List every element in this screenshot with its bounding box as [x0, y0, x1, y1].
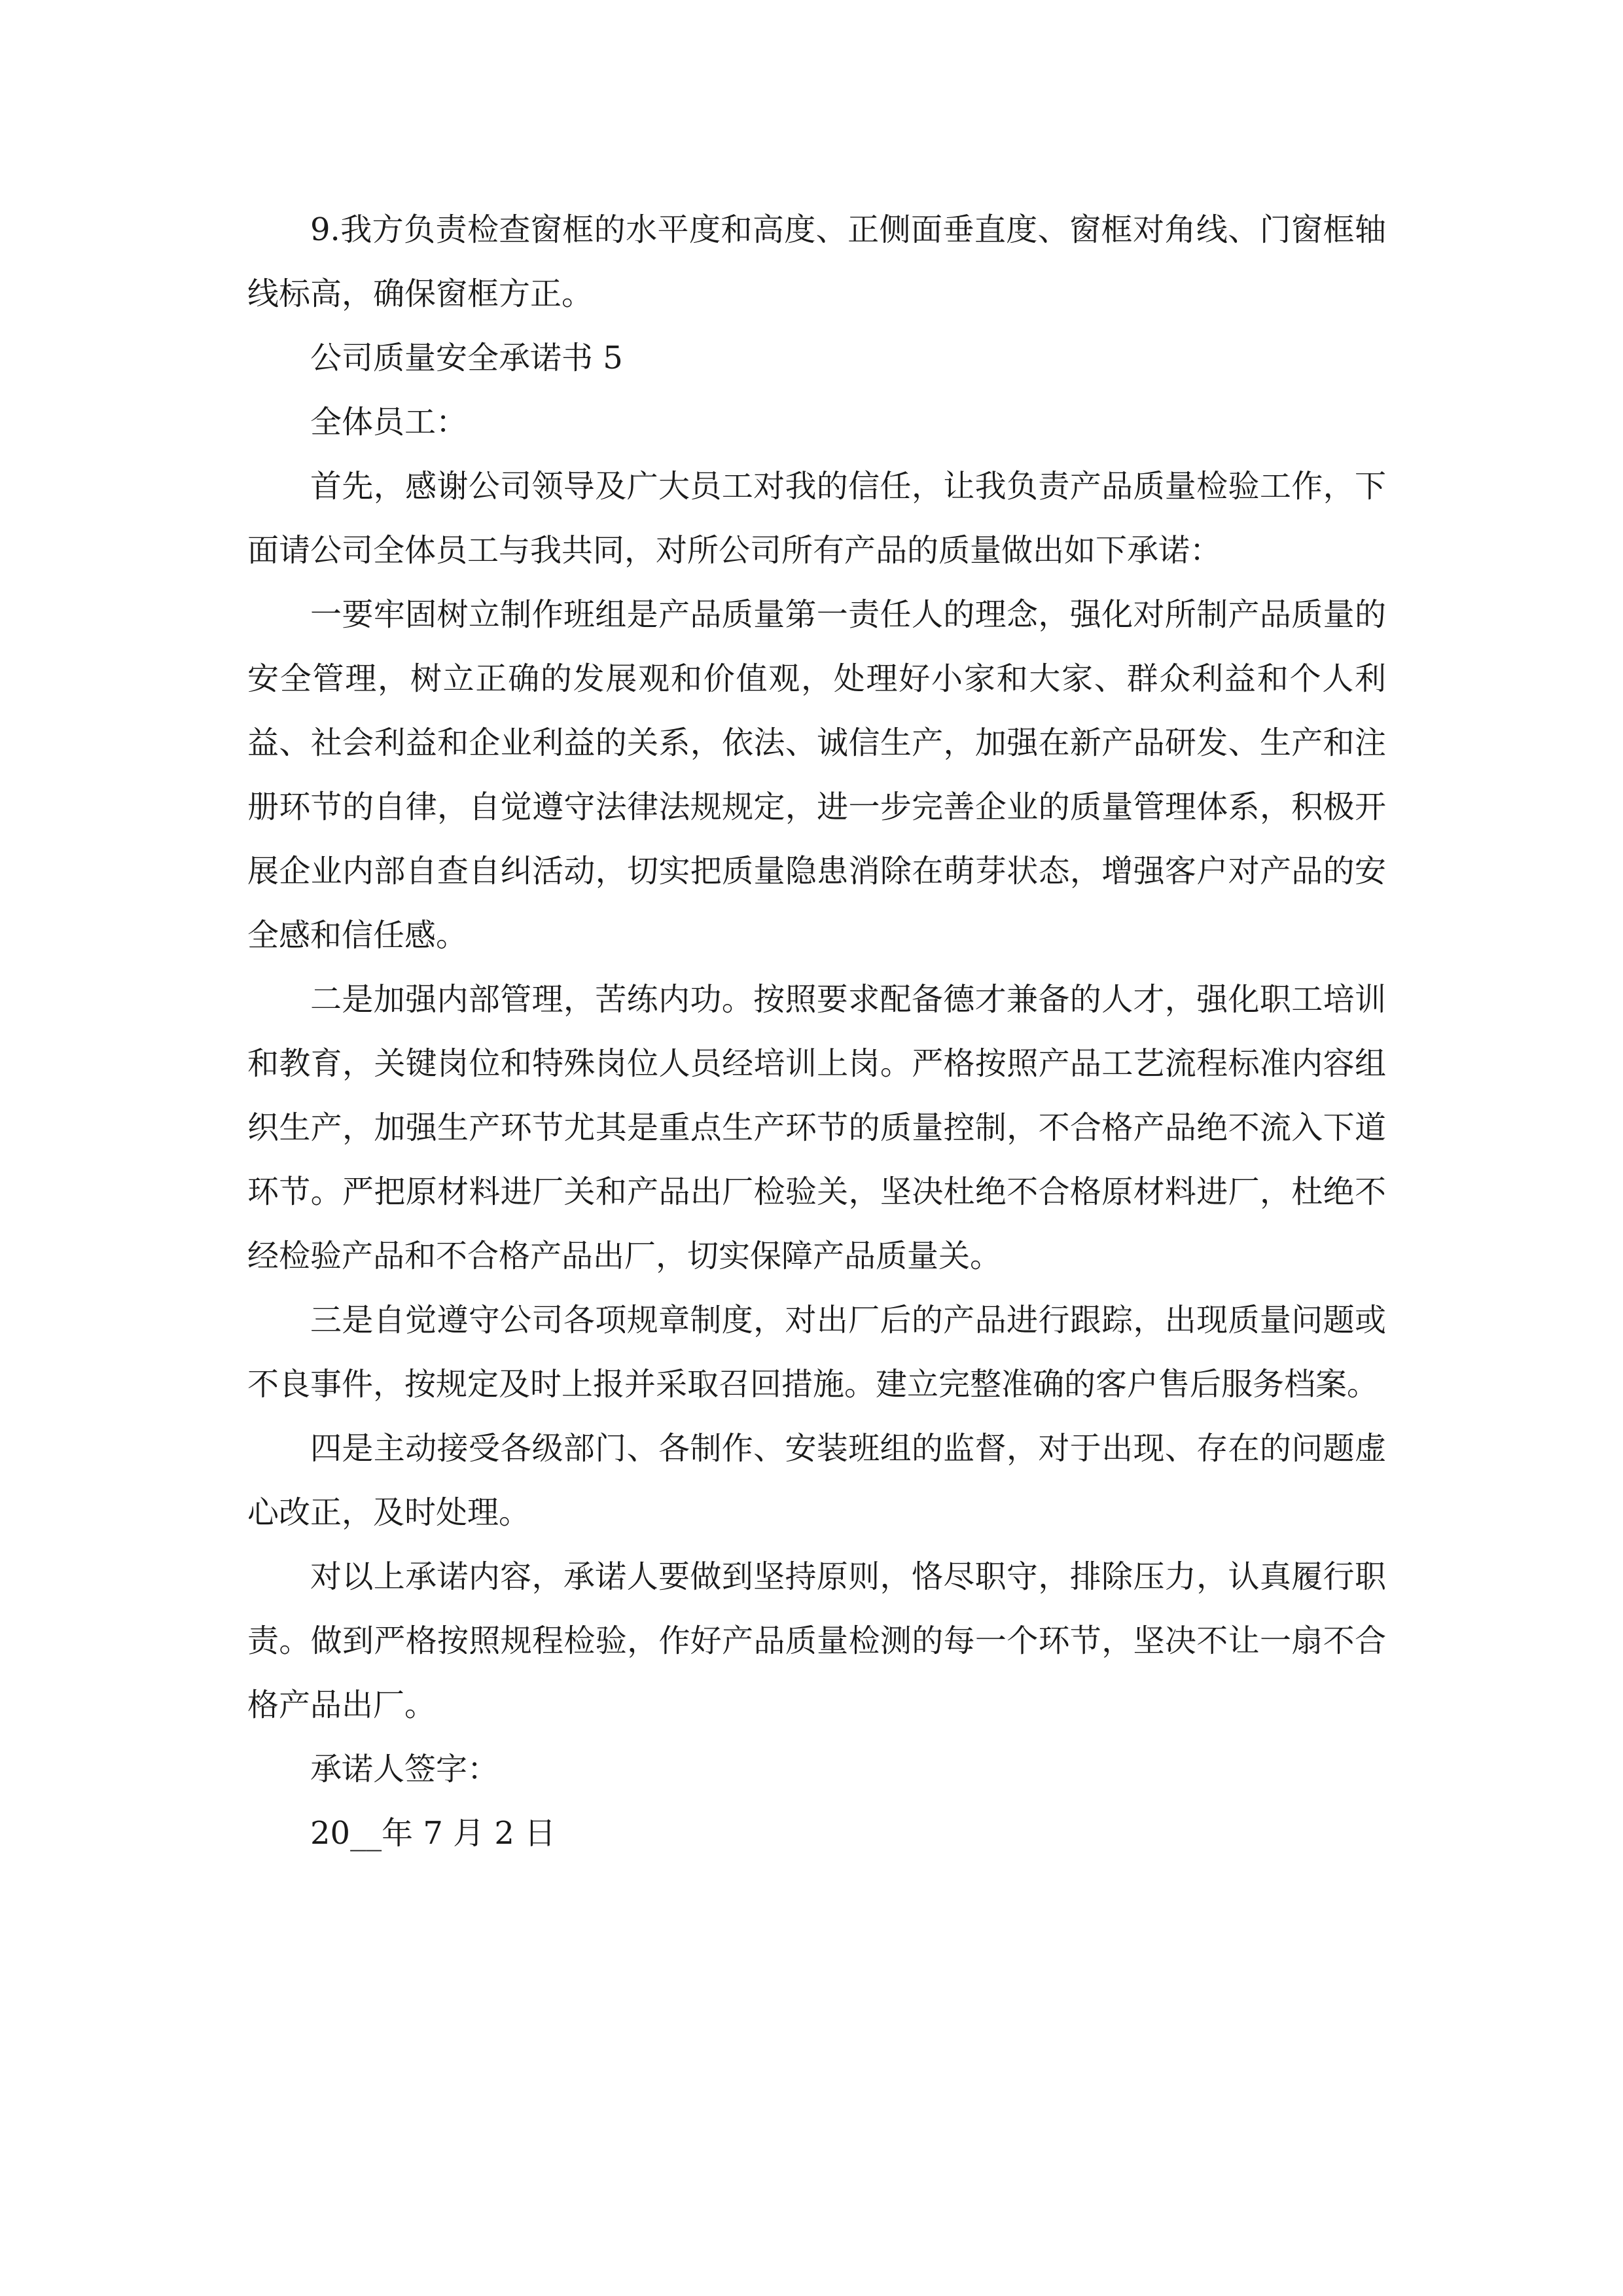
commitment-point-1: 一要牢固树立制作班组是产品质量第一责任人的理念，强化对所制产品质量的安全管理，树立正确的发展观和价值观，处理好小家和大家、群众利益和个人利益、社会利益和企业利益的关系，依法、诚信生产，加强在新产品研发、生产和注册环节的自律，自觉遵守法律法规规定，进一步完善企业的质量管理体系，积极开展企业内部自查自纠活动，切实把质量隐患消除在萌芽状态，增强客户对产品的安全感和信任感。: [247, 596, 1386, 954]
commitment-point-2: 二是加强内部管理，苦练内功。按照要求配备德才兼备的人才，强化职工培训和教育，关键岗位和特殊岗位人员经培训上岗。严格按照产品工艺流程标准内容组织生产，加强生产环节尤其是重点生产环节的质量控制，不合格产品绝不流入下道环节。严把原材料进厂关和产品出厂检验关，坚决杜绝不合格原材料进厂，杜绝不经检验产品和不合格产品出厂，切实保障产品质量关。: [247, 981, 1386, 1274]
closing-paragraph: 对以上承诺内容，承诺人要做到坚持原则，恪尽职守，排除压力，认真履行职责。做到严格按照规程检验，作好产品质量检测的每一个环节，坚决不让一扇不合格产品出厂。: [247, 1558, 1386, 1723]
salutation: 全体员工：: [310, 404, 468, 440]
item-9-paragraph: 9.我方负责检查窗框的水平度和高度、正侧面垂直度、窗框对角线、门窗框轴线标高，确保窗框方正。: [247, 211, 1386, 312]
section-title: 公司质量安全承诺书 5: [310, 340, 623, 376]
date-line: 20__年 7 月 2 日: [310, 1815, 556, 1852]
document-body: [247, 198, 1386, 1865]
commitment-point-3: 三是自觉遵守公司各项规章制度，对出厂后的产品进行跟踪，出现质量问题或不良事件，按规定及时上报并采取召回措施。建立完整准确的客户售后服务档案。: [247, 1302, 1386, 1403]
intro-paragraph: 首先，感谢公司领导及广大员工对我的信任，让我负责产品质量检验工作，下面请公司全体员工与我共同，对所公司所有产品的质量做出如下承诺：: [247, 468, 1386, 569]
commitment-point-4: 四是主动接受各级部门、各制作、安装班组的监督，对于出现、存在的问题虚心改正，及时处理。: [247, 1430, 1386, 1531]
signature-label: 承诺人签字：: [310, 1751, 499, 1787]
